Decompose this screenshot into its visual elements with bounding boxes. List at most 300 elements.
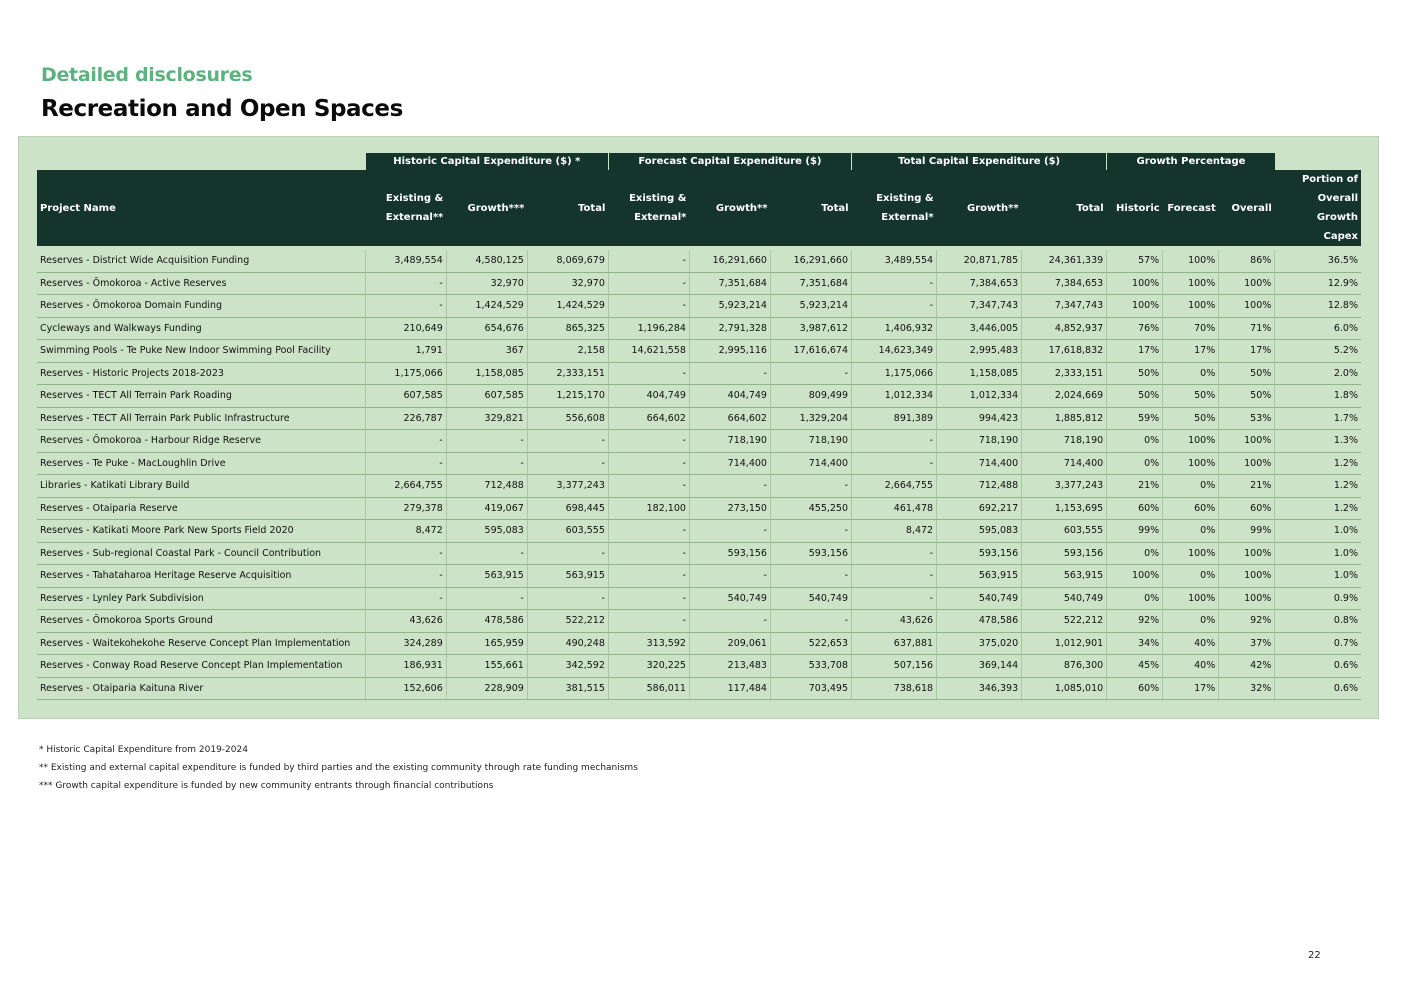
cell-tot-growth: 563,915 [937, 565, 1022, 588]
cell-tot-total: 563,915 [1022, 565, 1107, 588]
cell-tot-growth: 712,488 [937, 475, 1022, 498]
cell-tot-total: 540,749 [1022, 587, 1107, 610]
cell-tot-total: 24,361,339 [1022, 250, 1107, 272]
cell-hist-existing: 186,931 [365, 655, 446, 678]
cell-hist-total: 32,970 [527, 272, 608, 295]
cell-portion: 0.6% [1275, 677, 1361, 700]
cell-tot-existing: 1,406,932 [852, 317, 937, 340]
cell-growth-historic: 0% [1107, 452, 1163, 475]
cell-tot-existing: - [852, 452, 937, 475]
cell-growth-forecast: 0% [1163, 362, 1219, 385]
table-row [37, 340, 1361, 363]
cell-portion: 1.8% [1275, 385, 1361, 408]
cell-tot-growth: 994,423 [937, 407, 1022, 430]
cell-fc-existing: - [608, 250, 689, 272]
cell-hist-total: 1,424,529 [527, 295, 608, 318]
table-row [37, 655, 1361, 678]
cell-fc-total: 714,400 [770, 452, 851, 475]
cell-fc-total: 455,250 [770, 497, 851, 520]
cell-fc-existing: - [608, 452, 689, 475]
cell-growth-historic: 0% [1107, 430, 1163, 453]
cell-tot-total: 1,153,695 [1022, 497, 1107, 520]
cell-hist-existing: - [365, 542, 446, 565]
cell-growth-forecast: 40% [1163, 632, 1219, 655]
cell-portion: 1.2% [1275, 497, 1361, 520]
cell-growth-overall: 37% [1219, 632, 1275, 655]
cell-portion: 0.7% [1275, 632, 1361, 655]
cell-tot-existing: - [852, 430, 937, 453]
page-title: Recreation and Open Spaces [41, 96, 403, 122]
cell-fc-total: - [770, 520, 851, 543]
cell-growth-forecast: 0% [1163, 610, 1219, 633]
section-kicker: Detailed disclosures [41, 64, 253, 86]
cell-growth-overall: 100% [1219, 542, 1275, 565]
cell-fc-total: 16,291,660 [770, 250, 851, 272]
cell-hist-existing: 324,289 [365, 632, 446, 655]
cell-growth-historic: 76% [1107, 317, 1163, 340]
cell-fc-growth: 714,400 [689, 452, 770, 475]
cell-fc-growth: 2,791,328 [689, 317, 770, 340]
cell-hist-existing: 2,664,755 [365, 475, 446, 498]
cell-growth-overall: 17% [1219, 340, 1275, 363]
cell-fc-growth: 404,749 [689, 385, 770, 408]
cell-tot-existing: 1,175,066 [852, 362, 937, 385]
cell-tot-growth: 346,393 [937, 677, 1022, 700]
cell-fc-total: 718,190 [770, 430, 851, 453]
cell-tot-growth: 369,144 [937, 655, 1022, 678]
cell-growth-overall: 100% [1219, 565, 1275, 588]
col-fc-growth: Growth** [689, 170, 770, 246]
cell-growth-historic: 92% [1107, 610, 1163, 633]
cell-tot-growth: 595,083 [937, 520, 1022, 543]
cell-portion: 1.0% [1275, 542, 1361, 565]
cell-portion: 12.9% [1275, 272, 1361, 295]
cell-hist-growth: - [446, 452, 527, 475]
cell-portion: 0.9% [1275, 587, 1361, 610]
cell-tot-growth: 7,384,653 [937, 272, 1022, 295]
cell-tot-growth: 375,020 [937, 632, 1022, 655]
cell-tot-total: 1,085,010 [1022, 677, 1107, 700]
cell-portion: 1.2% [1275, 475, 1361, 498]
cell-portion: 36.5% [1275, 250, 1361, 272]
cell-growth-forecast: 17% [1163, 677, 1219, 700]
cell-growth-overall: 100% [1219, 587, 1275, 610]
col-growth-forecast: Forecast [1163, 170, 1219, 246]
cell-portion: 6.0% [1275, 317, 1361, 340]
cell-fc-existing: 404,749 [608, 385, 689, 408]
table-row [37, 542, 1361, 565]
group-forecast: Forecast Capital Expenditure ($) [608, 153, 851, 170]
cell-hist-growth: 478,586 [446, 610, 527, 633]
col-portion: Portion of Overall Growth Capex [1275, 170, 1361, 246]
cell-growth-forecast: 50% [1163, 385, 1219, 408]
cell-fc-growth: 213,483 [689, 655, 770, 678]
cell-hist-existing: 279,378 [365, 497, 446, 520]
cell-project-name: Libraries - Katikati Library Build [37, 475, 365, 498]
cell-project-name: Reserves - Ōmokoroa - Harbour Ridge Reserve [37, 430, 365, 453]
cell-hist-total: 2,158 [527, 340, 608, 363]
cell-growth-forecast: 100% [1163, 542, 1219, 565]
cell-tot-total: 2,024,669 [1022, 385, 1107, 408]
cell-hist-existing: - [365, 565, 446, 588]
col-hist-total: Total [527, 170, 608, 246]
cell-project-name: Reserves - Waitekohekohe Reserve Concept Plan Implementation [37, 632, 365, 655]
cell-fc-total: - [770, 362, 851, 385]
cell-fc-growth: - [689, 565, 770, 588]
cell-growth-historic: 99% [1107, 520, 1163, 543]
group-growth: Growth Percentage [1107, 153, 1275, 170]
cell-fc-growth: 718,190 [689, 430, 770, 453]
cell-hist-existing: - [365, 295, 446, 318]
cell-tot-existing: 3,489,554 [852, 250, 937, 272]
cell-hist-existing: - [365, 430, 446, 453]
cell-growth-forecast: 100% [1163, 295, 1219, 318]
cell-project-name: Reserves - Conway Road Reserve Concept Plan Implementation [37, 655, 365, 678]
group-total: Total Capital Expenditure ($) [852, 153, 1107, 170]
cell-fc-existing: 313,592 [608, 632, 689, 655]
cell-tot-growth: 3,446,005 [937, 317, 1022, 340]
col-growth-historic: Historic [1107, 170, 1163, 246]
cell-tot-total: 17,618,832 [1022, 340, 1107, 363]
cell-hist-growth: 595,083 [446, 520, 527, 543]
cell-growth-forecast: 100% [1163, 452, 1219, 475]
cell-hist-total: 865,325 [527, 317, 608, 340]
cell-hist-growth: 1,158,085 [446, 362, 527, 385]
cell-growth-forecast: 17% [1163, 340, 1219, 363]
cell-fc-total: 17,616,674 [770, 340, 851, 363]
cell-hist-growth: - [446, 542, 527, 565]
cell-growth-historic: 100% [1107, 565, 1163, 588]
cell-fc-growth: 209,061 [689, 632, 770, 655]
cell-growth-forecast: 100% [1163, 587, 1219, 610]
cell-fc-total: - [770, 610, 851, 633]
footnote-2: ** Existing and external capital expenditure is funded by third parties and the existing community through rate funding mechanisms [39, 763, 638, 773]
cell-tot-existing: 738,618 [852, 677, 937, 700]
cell-tot-existing: 461,478 [852, 497, 937, 520]
table-row [37, 362, 1361, 385]
cell-hist-existing: 607,585 [365, 385, 446, 408]
cell-project-name: Cycleways and Walkways Funding [37, 317, 365, 340]
cell-growth-historic: 50% [1107, 385, 1163, 408]
cell-fc-growth: 664,602 [689, 407, 770, 430]
cell-portion: 5.2% [1275, 340, 1361, 363]
cell-tot-existing: 507,156 [852, 655, 937, 678]
cell-growth-historic: 21% [1107, 475, 1163, 498]
cell-tot-total: 714,400 [1022, 452, 1107, 475]
cell-fc-existing: - [608, 520, 689, 543]
cell-hist-total: 342,592 [527, 655, 608, 678]
cell-growth-overall: 50% [1219, 362, 1275, 385]
cell-growth-overall: 92% [1219, 610, 1275, 633]
cell-growth-forecast: 100% [1163, 250, 1219, 272]
cell-tot-growth: 478,586 [937, 610, 1022, 633]
cell-growth-forecast: 40% [1163, 655, 1219, 678]
cell-portion: 1.7% [1275, 407, 1361, 430]
table-row [37, 677, 1361, 700]
cell-fc-existing: - [608, 362, 689, 385]
table-row [37, 497, 1361, 520]
cell-growth-overall: 32% [1219, 677, 1275, 700]
cell-tot-total: 1,012,901 [1022, 632, 1107, 655]
cell-fc-existing: 14,621,558 [608, 340, 689, 363]
cell-fc-existing: - [608, 565, 689, 588]
cell-fc-total: 593,156 [770, 542, 851, 565]
cell-tot-total: 1,885,812 [1022, 407, 1107, 430]
cell-hist-existing: - [365, 452, 446, 475]
cell-tot-growth: 1,012,334 [937, 385, 1022, 408]
cell-fc-total: 809,499 [770, 385, 851, 408]
cell-tot-total: 4,852,937 [1022, 317, 1107, 340]
cell-hist-growth: 32,970 [446, 272, 527, 295]
cell-growth-historic: 59% [1107, 407, 1163, 430]
table-row [37, 317, 1361, 340]
col-tot-total: Total [1022, 170, 1107, 246]
table-row [37, 587, 1361, 610]
cell-fc-existing: - [608, 542, 689, 565]
cell-tot-existing: - [852, 295, 937, 318]
cell-tot-existing: 8,472 [852, 520, 937, 543]
cell-tot-growth: 20,871,785 [937, 250, 1022, 272]
cell-fc-growth: 2,995,116 [689, 340, 770, 363]
cell-tot-total: 7,384,653 [1022, 272, 1107, 295]
cell-fc-growth: 540,749 [689, 587, 770, 610]
footnote-1: * Historic Capital Expenditure from 2019-2024 [39, 745, 248, 755]
cell-hist-existing: 1,791 [365, 340, 446, 363]
cell-hist-total: - [527, 542, 608, 565]
cell-project-name: Reserves - Te Puke - MacLoughlin Drive [37, 452, 365, 475]
cell-project-name: Reserves - District Wide Acquisition Funding [37, 250, 365, 272]
cell-hist-total: 563,915 [527, 565, 608, 588]
cell-tot-growth: 714,400 [937, 452, 1022, 475]
cell-project-name: Reserves - Sub-regional Coastal Park - Council Contribution [37, 542, 365, 565]
col-hist-growth: Growth*** [446, 170, 527, 246]
cell-growth-overall: 71% [1219, 317, 1275, 340]
cell-hist-existing: - [365, 587, 446, 610]
cell-fc-growth: - [689, 520, 770, 543]
cell-tot-total: 718,190 [1022, 430, 1107, 453]
cell-growth-overall: 21% [1219, 475, 1275, 498]
cell-growth-historic: 100% [1107, 295, 1163, 318]
cell-growth-historic: 60% [1107, 497, 1163, 520]
cell-fc-growth: 273,150 [689, 497, 770, 520]
cell-hist-existing: - [365, 272, 446, 295]
cell-portion: 1.0% [1275, 565, 1361, 588]
cell-hist-total: 603,555 [527, 520, 608, 543]
cell-hist-growth: 329,821 [446, 407, 527, 430]
cell-hist-total: - [527, 452, 608, 475]
cell-growth-historic: 34% [1107, 632, 1163, 655]
cell-fc-total: 533,708 [770, 655, 851, 678]
col-growth-overall: Overall [1219, 170, 1275, 246]
cell-growth-overall: 60% [1219, 497, 1275, 520]
cell-tot-total: 603,555 [1022, 520, 1107, 543]
footnotes [39, 743, 638, 797]
cell-tot-growth: 7,347,743 [937, 295, 1022, 318]
cell-growth-forecast: 0% [1163, 565, 1219, 588]
cell-hist-total: 698,445 [527, 497, 608, 520]
cell-fc-existing: - [608, 430, 689, 453]
cell-portion: 1.0% [1275, 520, 1361, 543]
cell-hist-total: 8,069,679 [527, 250, 608, 272]
cell-growth-historic: 100% [1107, 272, 1163, 295]
cell-portion: 1.3% [1275, 430, 1361, 453]
cell-tot-existing: 891,389 [852, 407, 937, 430]
cell-growth-forecast: 70% [1163, 317, 1219, 340]
cell-tot-existing: - [852, 542, 937, 565]
cell-portion: 12.8% [1275, 295, 1361, 318]
cell-hist-growth: 228,909 [446, 677, 527, 700]
cell-tot-existing: 2,664,755 [852, 475, 937, 498]
cell-project-name: Reserves - Historic Projects 2018-2023 [37, 362, 365, 385]
table-row [37, 610, 1361, 633]
cell-growth-historic: 0% [1107, 587, 1163, 610]
cell-fc-growth: 593,156 [689, 542, 770, 565]
cell-project-name: Reserves - Ōmokoroa Sports Ground [37, 610, 365, 633]
col-tot-existing: Existing & External* [852, 170, 937, 246]
table-row [37, 632, 1361, 655]
cell-hist-growth: 563,915 [446, 565, 527, 588]
cell-growth-forecast: 0% [1163, 475, 1219, 498]
cell-fc-total: 5,923,214 [770, 295, 851, 318]
cell-tot-existing: 1,012,334 [852, 385, 937, 408]
cell-growth-forecast: 100% [1163, 272, 1219, 295]
cell-fc-total: 522,653 [770, 632, 851, 655]
cell-growth-overall: 42% [1219, 655, 1275, 678]
cell-fc-existing: - [608, 475, 689, 498]
cell-fc-existing: 664,602 [608, 407, 689, 430]
cell-tot-total: 522,212 [1022, 610, 1107, 633]
table-row [37, 430, 1361, 453]
cell-hist-existing: 210,649 [365, 317, 446, 340]
col-tot-growth: Growth** [937, 170, 1022, 246]
col-fc-existing: Existing & External* [608, 170, 689, 246]
cell-tot-growth: 718,190 [937, 430, 1022, 453]
cell-growth-historic: 50% [1107, 362, 1163, 385]
cell-project-name: Reserves - Katikati Moore Park New Sports Field 2020 [37, 520, 365, 543]
cell-fc-existing: - [608, 272, 689, 295]
cell-hist-total: 556,608 [527, 407, 608, 430]
cell-hist-total: 490,248 [527, 632, 608, 655]
cell-hist-total: 3,377,243 [527, 475, 608, 498]
cell-fc-growth: - [689, 475, 770, 498]
table-row [37, 452, 1361, 475]
table-row [37, 407, 1361, 430]
page-number: 22 [1308, 950, 1321, 961]
table-row [37, 520, 1361, 543]
cell-growth-overall: 100% [1219, 272, 1275, 295]
cell-portion: 0.8% [1275, 610, 1361, 633]
cell-project-name: Reserves - Ōmokoroa Domain Funding [37, 295, 365, 318]
cell-growth-historic: 60% [1107, 677, 1163, 700]
cell-fc-total: 540,749 [770, 587, 851, 610]
cell-fc-growth: - [689, 610, 770, 633]
cell-hist-growth: 654,676 [446, 317, 527, 340]
cell-growth-forecast: 0% [1163, 520, 1219, 543]
cell-fc-growth: 5,923,214 [689, 295, 770, 318]
cell-fc-existing: 320,225 [608, 655, 689, 678]
group-historic: Historic Capital Expenditure ($) * [365, 153, 608, 170]
cell-hist-total: 1,215,170 [527, 385, 608, 408]
cell-portion: 2.0% [1275, 362, 1361, 385]
cell-growth-historic: 57% [1107, 250, 1163, 272]
cell-growth-forecast: 100% [1163, 430, 1219, 453]
group-blank-end [1275, 153, 1361, 170]
cell-hist-growth: 419,067 [446, 497, 527, 520]
cell-hist-total: - [527, 587, 608, 610]
cell-hist-total: - [527, 430, 608, 453]
cell-fc-existing: - [608, 295, 689, 318]
table-row [37, 565, 1361, 588]
cell-fc-total: 703,495 [770, 677, 851, 700]
cell-hist-growth: - [446, 430, 527, 453]
cell-fc-existing: - [608, 610, 689, 633]
footnote-3: *** Growth capital expenditure is funded by new community entrants through financial contributions [39, 781, 494, 791]
cell-tot-growth: 692,217 [937, 497, 1022, 520]
cell-growth-historic: 45% [1107, 655, 1163, 678]
cell-hist-existing: 3,489,554 [365, 250, 446, 272]
cell-tot-existing: - [852, 565, 937, 588]
cell-project-name: Reserves - Ōmokoroa - Active Reserves [37, 272, 365, 295]
table-row [37, 272, 1361, 295]
cell-hist-total: 522,212 [527, 610, 608, 633]
cell-fc-total: 7,351,684 [770, 272, 851, 295]
cell-fc-growth: - [689, 362, 770, 385]
capex-table [37, 153, 1361, 700]
cell-tot-total: 7,347,743 [1022, 295, 1107, 318]
cell-tot-existing: - [852, 587, 937, 610]
cell-hist-growth: 155,661 [446, 655, 527, 678]
table-row [37, 385, 1361, 408]
cell-tot-growth: 1,158,085 [937, 362, 1022, 385]
cell-tot-total: 2,333,151 [1022, 362, 1107, 385]
cell-portion: 0.6% [1275, 655, 1361, 678]
cell-project-name: Reserves - Otaiparia Reserve [37, 497, 365, 520]
cell-growth-overall: 100% [1219, 430, 1275, 453]
cell-fc-existing: 586,011 [608, 677, 689, 700]
cell-hist-total: 2,333,151 [527, 362, 608, 385]
cell-hist-existing: 226,787 [365, 407, 446, 430]
cell-fc-growth: 7,351,684 [689, 272, 770, 295]
cell-hist-existing: 1,175,066 [365, 362, 446, 385]
cell-project-name: Reserves - Tahataharoa Heritage Reserve Acquisition [37, 565, 365, 588]
table-panel [18, 136, 1379, 719]
cell-tot-growth: 593,156 [937, 542, 1022, 565]
cell-growth-overall: 50% [1219, 385, 1275, 408]
cell-project-name: Reserves - Otaiparia Kaituna River [37, 677, 365, 700]
cell-fc-existing: - [608, 587, 689, 610]
cell-hist-existing: 152,606 [365, 677, 446, 700]
cell-tot-growth: 540,749 [937, 587, 1022, 610]
cell-growth-overall: 99% [1219, 520, 1275, 543]
cell-tot-existing: 14,623,349 [852, 340, 937, 363]
table-row [37, 250, 1361, 272]
cell-fc-total: 3,987,612 [770, 317, 851, 340]
col-fc-total: Total [770, 170, 851, 246]
cell-tot-existing: 637,881 [852, 632, 937, 655]
cell-tot-existing: 43,626 [852, 610, 937, 633]
cell-tot-total: 593,156 [1022, 542, 1107, 565]
cell-hist-growth: 712,488 [446, 475, 527, 498]
cell-growth-overall: 100% [1219, 295, 1275, 318]
cell-project-name: Reserves - TECT All Terrain Park Public Infrastructure [37, 407, 365, 430]
cell-growth-overall: 86% [1219, 250, 1275, 272]
cell-fc-total: - [770, 565, 851, 588]
table-row [37, 295, 1361, 318]
group-blank [37, 153, 365, 170]
cell-fc-growth: 117,484 [689, 677, 770, 700]
cell-hist-growth: 4,580,125 [446, 250, 527, 272]
cell-fc-existing: 182,100 [608, 497, 689, 520]
